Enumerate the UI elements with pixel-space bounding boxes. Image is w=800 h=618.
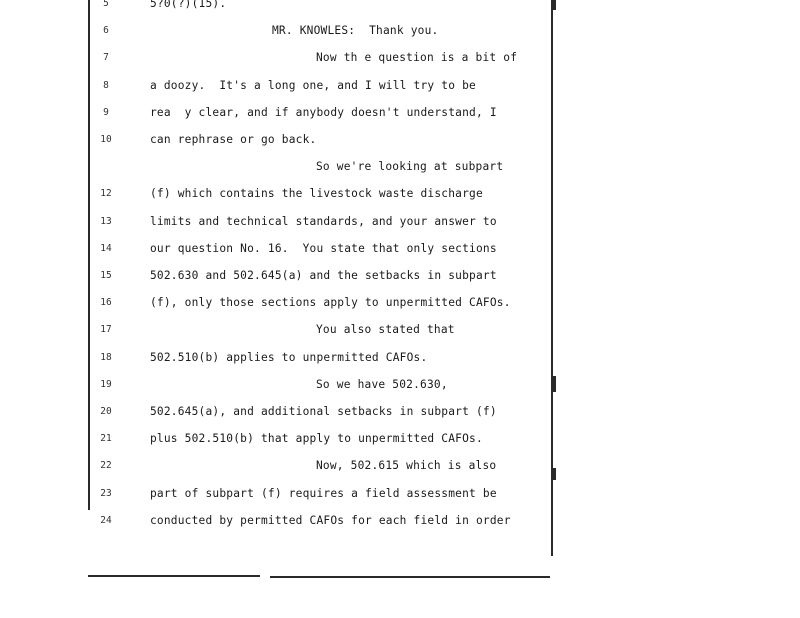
line-number: 15 — [100, 270, 112, 281]
transcript-line — [0, 376, 800, 394]
transcript-line — [0, 403, 800, 421]
line-text: conducted by permitted CAFOs for each field in order — [150, 513, 511, 527]
line-text: 502.510(b) applies to unpermitted CAFOs. — [150, 350, 428, 364]
transcript-line — [0, 349, 800, 367]
transcript-line — [0, 185, 800, 203]
line-text: (f), only those sections apply to unpermitted CAFOs. — [150, 296, 511, 310]
bottom-rule-left — [88, 575, 260, 577]
line-text: You also stated that — [316, 323, 455, 337]
line-number: 14 — [100, 242, 112, 254]
line-text: rea y clear, and if anybody doesn't understand, I — [150, 105, 497, 119]
line-text: 502.645(a), and additional setbacks in subpart (f) — [150, 405, 497, 418]
line-text: MR. KNOWLES: Thank you. — [272, 24, 439, 38]
line-number: 7 — [103, 52, 109, 64]
transcript-line — [0, 512, 800, 530]
line-text: (f) which contains the livestock waste discharge — [150, 187, 483, 201]
line-number: 17 — [100, 324, 112, 336]
line-number: 18 — [100, 351, 112, 363]
line-text: a doozy. It's a long one, and I will try to be — [150, 78, 476, 92]
transcript-line — [0, 294, 800, 312]
line-number: 21 — [100, 433, 112, 445]
line-number: 20 — [100, 406, 112, 417]
line-number: 9 — [103, 106, 109, 118]
line-number: 12 — [100, 188, 112, 200]
transcript-line — [0, 77, 800, 95]
transcript-line — [0, 430, 800, 448]
line-text: 5?0(?)(15). — [150, 0, 227, 10]
bottom-rule-right — [270, 576, 550, 578]
transcript-line — [0, 485, 800, 503]
line-number: 19 — [100, 378, 112, 390]
line-number: 8 — [103, 79, 109, 91]
line-number: 5 — [103, 0, 109, 9]
transcript-line — [0, 457, 800, 475]
transcript-line — [0, 213, 800, 231]
transcript-line — [0, 131, 800, 149]
line-number: 10 — [100, 134, 112, 145]
transcript-line — [0, 0, 800, 13]
transcript-line — [0, 49, 800, 67]
line-text: can rephrase or go back. — [150, 133, 317, 146]
transcript-line — [0, 240, 800, 258]
line-number: 13 — [100, 215, 112, 227]
line-text: So we're looking at subpart — [316, 160, 504, 174]
line-text: So we have 502.630, — [316, 377, 448, 391]
line-number: 6 — [103, 25, 109, 37]
line-text: part of subpart (f) requires a field assessment be — [150, 486, 497, 500]
line-text: 502.630 and 502.645(a) and the setbacks in subpart — [150, 269, 497, 282]
line-number: 24 — [100, 514, 112, 526]
transcript-line — [0, 22, 800, 40]
transcript-line — [0, 158, 800, 176]
line-text: limits and technical standards, and your answer to — [150, 214, 497, 228]
line-number: 23 — [100, 487, 112, 499]
line-text: Now, 502.615 which is also — [316, 459, 497, 473]
line-text: Now th e question is a bit of — [316, 51, 518, 65]
transcript-line — [0, 267, 800, 285]
transcript-line — [0, 321, 800, 339]
line-number: 16 — [100, 297, 112, 309]
line-number: 22 — [100, 460, 112, 472]
line-text: plus 502.510(b) that apply to unpermitted CAFOs. — [150, 432, 483, 446]
line-text: our question No. 16. You state that only sections — [150, 241, 497, 255]
transcript-line — [0, 104, 800, 122]
